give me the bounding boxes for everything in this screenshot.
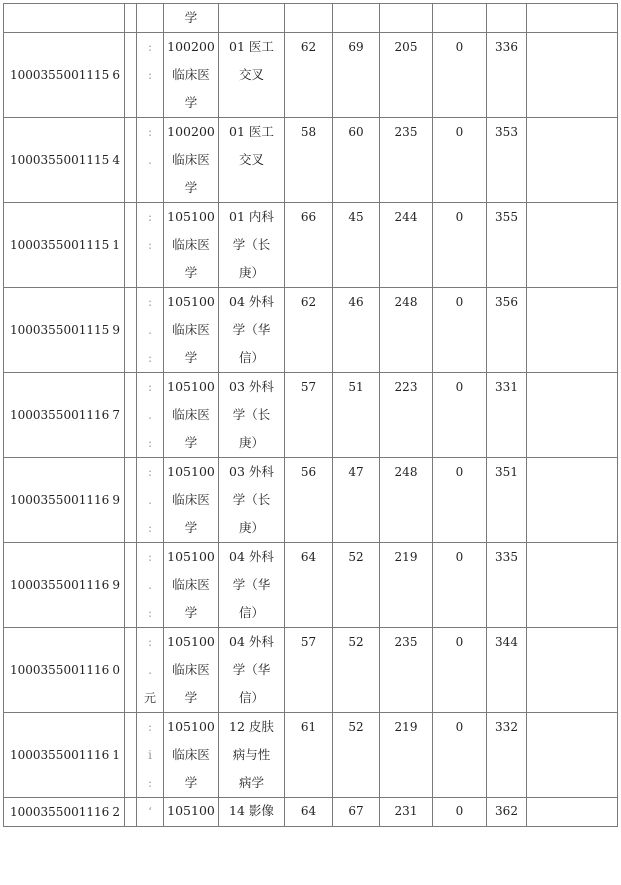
exam-id-cell: [4, 713, 125, 798]
table-row-top: [4, 4, 618, 33]
exam-id-digit: 0: [112, 663, 120, 677]
course1-score: 248: [394, 465, 418, 479]
direction-line: 庚）: [238, 265, 264, 280]
direction-line: 14 影像: [229, 803, 274, 818]
english-cell: [333, 458, 380, 543]
remark-cell: [527, 543, 618, 628]
remark-cell: [527, 33, 618, 118]
subject-cell: [164, 203, 219, 288]
exam-id: 1000355001116: [10, 748, 110, 762]
direction-line: 学（长: [232, 407, 271, 422]
exam-id: 1000355001116: [10, 663, 110, 677]
english-cell: [333, 4, 380, 33]
mark-cell: [137, 203, 164, 288]
total-cell: [487, 33, 527, 118]
exam-id-digit: 9: [112, 578, 120, 592]
subject-cell: [164, 543, 219, 628]
table-row: [4, 288, 618, 373]
course2-cell: [433, 373, 487, 458]
exam-id-digit: 1: [112, 238, 120, 252]
total-score: 353: [495, 125, 518, 139]
course1-cell: [380, 458, 433, 543]
english-cell: [333, 628, 380, 713]
mark-glyph: :: [147, 210, 153, 224]
subject-line: 105100: [167, 803, 215, 818]
mark-cell: [137, 118, 164, 203]
subject-line: 学: [184, 605, 198, 620]
subject-line: 学: [184, 435, 198, 450]
direction-line: 病学: [238, 775, 264, 790]
direction-line: 庚）: [238, 520, 264, 535]
subject-line: 临床医: [172, 322, 210, 337]
direction-cell: [219, 118, 285, 203]
direction-line: 04 外科: [229, 634, 274, 649]
remark-cell: [527, 203, 618, 288]
english-score: 47: [348, 465, 364, 479]
direction-line: 学（长: [232, 237, 271, 252]
mark-glyph: :: [147, 606, 153, 620]
course2-score: 0: [455, 550, 464, 564]
course2-score: 0: [455, 295, 464, 309]
course2-cell: [433, 628, 487, 713]
exam-id-cell: [4, 798, 125, 827]
course1-cell: [380, 33, 433, 118]
mark-cell: [137, 543, 164, 628]
mark-glyph: .: [148, 153, 152, 167]
direction-line: 交叉: [238, 152, 264, 167]
direction-line: 信）: [238, 350, 264, 365]
english-score: 67: [348, 804, 364, 818]
exam-id-cell: [4, 543, 125, 628]
mark-glyph: :: [147, 380, 153, 394]
remark-cell: [527, 713, 618, 798]
english-cell: [333, 373, 380, 458]
blank-cell: [125, 628, 137, 713]
course2-cell: [433, 798, 487, 827]
total-cell: [487, 4, 527, 33]
mark-glyph: :: [147, 351, 153, 365]
total-cell: [487, 713, 527, 798]
subject-cell: [164, 118, 219, 203]
blank-cell: [125, 458, 137, 543]
total-score: 355: [495, 210, 518, 224]
blank-cell: [125, 798, 137, 827]
politics-score: 62: [300, 40, 317, 54]
direction-line: 01 内科: [229, 209, 274, 224]
course1-cell: [380, 288, 433, 373]
direction-cell: [219, 203, 285, 288]
mark-glyph: 元: [143, 691, 156, 705]
direction-line: 03 外科: [229, 464, 274, 479]
subject-line: 学: [184, 350, 198, 365]
mark-glyph: .: [148, 663, 152, 677]
english-score: 52: [348, 720, 364, 734]
course2-cell: [433, 543, 487, 628]
direction-line: 01 医工: [229, 124, 274, 139]
total-score: 335: [495, 550, 518, 564]
direction-line: 信）: [238, 605, 264, 620]
remark-cell: [527, 288, 618, 373]
exam-id-cell: [4, 118, 125, 203]
table-body: [4, 4, 618, 827]
mark-glyph: :: [147, 521, 153, 535]
total-cell: [487, 288, 527, 373]
remark-cell: [527, 628, 618, 713]
mark-cell: [137, 628, 164, 713]
exam-id-digit: 7: [112, 408, 120, 422]
direction-line: 信）: [238, 690, 264, 705]
mark-cell: [137, 288, 164, 373]
course1-score: 219: [394, 550, 418, 564]
subject-line: 临床医: [172, 492, 210, 507]
total-cell: [487, 373, 527, 458]
mark-glyph: :: [147, 776, 153, 790]
english-cell: [333, 288, 380, 373]
course1-cell: [380, 713, 433, 798]
table-row: [4, 118, 618, 203]
subject-line: 临床医: [172, 67, 210, 82]
direction-line: 交叉: [238, 67, 264, 82]
direction-line: 病与性: [232, 747, 271, 762]
course2-score: 0: [455, 465, 464, 479]
course1-score: 231: [394, 804, 418, 818]
total-cell: [487, 203, 527, 288]
politics-score: 66: [300, 210, 317, 224]
exam-id: 1000355001115: [10, 68, 110, 82]
direction-cell: [219, 4, 285, 33]
direction-cell: [219, 628, 285, 713]
course1-cell: [380, 4, 433, 33]
politics-cell: [285, 373, 333, 458]
blank-cell: [125, 713, 137, 798]
politics-score: 61: [300, 720, 317, 734]
mark-cell: [137, 33, 164, 118]
table-row: [4, 713, 618, 798]
english-cell: [333, 118, 380, 203]
table-row: [4, 458, 618, 543]
subject-line: 105100: [167, 719, 215, 734]
mark-glyph: :: [147, 40, 153, 54]
english-score: 60: [348, 125, 364, 139]
politics-score: 58: [300, 125, 317, 139]
total-cell: [487, 798, 527, 827]
course2-cell: [433, 203, 487, 288]
course2-score: 0: [455, 635, 464, 649]
exam-id-digit: 6: [112, 68, 120, 82]
politics-cell: [285, 288, 333, 373]
remark-cell: [527, 118, 618, 203]
total-cell: [487, 543, 527, 628]
politics-cell: [285, 713, 333, 798]
direction-line: 12 皮肤: [229, 719, 274, 734]
direction-line: 04 外科: [229, 549, 274, 564]
course1-cell: [380, 798, 433, 827]
score-table: [3, 3, 618, 827]
course2-score: 0: [455, 380, 464, 394]
politics-cell: [285, 798, 333, 827]
subject-cell: [164, 628, 219, 713]
subject-line: 105100: [167, 379, 215, 394]
table-row: [4, 373, 618, 458]
course2-cell: [433, 4, 487, 33]
politics-cell: [285, 543, 333, 628]
subject-line: 105100: [167, 549, 215, 564]
course2-cell: [433, 713, 487, 798]
total-score: 336: [495, 40, 518, 54]
subject-line: 临床医: [172, 662, 210, 677]
direction-line: 学（长: [232, 492, 271, 507]
exam-id-cell: [4, 288, 125, 373]
subject-line: 学: [184, 95, 198, 110]
politics-score: 56: [300, 465, 317, 479]
table-row: [4, 543, 618, 628]
course1-score: 219: [394, 720, 418, 734]
mark-glyph: :: [147, 295, 153, 309]
english-score: 45: [348, 210, 364, 224]
exam-id-cell: [4, 33, 125, 118]
course2-score: 0: [455, 720, 464, 734]
remark-cell: [527, 373, 618, 458]
mark-cell: [137, 798, 164, 827]
total-score: 344: [495, 635, 518, 649]
direction-cell: [219, 33, 285, 118]
politics-cell: [285, 458, 333, 543]
mark-glyph: :: [147, 436, 153, 450]
subject-line: 学: [184, 520, 198, 535]
direction-cell: [219, 543, 285, 628]
course1-cell: [380, 118, 433, 203]
total-score: 332: [495, 720, 518, 734]
direction-line: 庚）: [238, 435, 264, 450]
english-score: 52: [348, 550, 364, 564]
mark-cell: [137, 458, 164, 543]
exam-id-digit: 9: [112, 493, 120, 507]
course1-score: 235: [394, 125, 418, 139]
mark-glyph: .: [148, 323, 152, 337]
politics-cell: [285, 628, 333, 713]
subject-line: 105100: [167, 294, 215, 309]
subject-cell: [164, 373, 219, 458]
mark-glyph: :: [147, 635, 153, 649]
mark-cell: [137, 4, 164, 33]
exam-id-cell: [4, 458, 125, 543]
exam-id: 1000355001116: [10, 805, 110, 819]
exam-id: 1000355001115: [10, 153, 110, 167]
direction-cell: [219, 373, 285, 458]
direction-line: 03 外科: [229, 379, 274, 394]
politics-score: 57: [300, 635, 317, 649]
exam-id-cell: [4, 373, 125, 458]
subject-line: 临床医: [172, 747, 210, 762]
mark-glyph: .: [148, 408, 152, 422]
mark-cell: [137, 373, 164, 458]
remark-cell: [527, 4, 618, 33]
direction-line: 学（华: [232, 662, 271, 677]
subject-cell: [164, 798, 219, 827]
english-score: 46: [348, 295, 364, 309]
subject-cell: [164, 33, 219, 118]
exam-id: 1000355001115: [10, 238, 110, 252]
total-cell: [487, 458, 527, 543]
subject-line: 学: [184, 10, 198, 25]
course2-score: 0: [455, 210, 464, 224]
course1-score: 244: [394, 210, 418, 224]
exam-id-digit: 1: [112, 748, 120, 762]
course1-cell: [380, 203, 433, 288]
subject-cell: [164, 288, 219, 373]
course2-score: 0: [455, 40, 464, 54]
direction-line: 学（华: [232, 322, 271, 337]
mark-cell: [137, 713, 164, 798]
total-score: 331: [495, 380, 518, 394]
subject-line: 100200: [167, 39, 215, 54]
exam-id-digit: 4: [112, 153, 120, 167]
total-score: 362: [495, 804, 518, 818]
course2-score: 0: [455, 125, 464, 139]
subject-line: 学: [184, 265, 198, 280]
subject-cell: [164, 4, 219, 33]
exam-id-digit: 9: [112, 323, 120, 337]
subject-line: 105100: [167, 209, 215, 224]
course1-cell: [380, 543, 433, 628]
english-cell: [333, 203, 380, 288]
english-cell: [333, 33, 380, 118]
course1-score: 248: [394, 295, 418, 309]
mark-glyph: :: [147, 465, 153, 479]
course1-score: 235: [394, 635, 418, 649]
subject-line: 105100: [167, 464, 215, 479]
course1-cell: [380, 373, 433, 458]
exam-id-digit: 2: [112, 805, 120, 819]
id-cell: [4, 4, 125, 33]
direction-line: 04 外科: [229, 294, 274, 309]
course1-score: 205: [394, 40, 418, 54]
english-cell: [333, 713, 380, 798]
table-row: [4, 203, 618, 288]
direction-cell: [219, 713, 285, 798]
politics-score: 64: [300, 550, 317, 564]
english-score: 69: [348, 40, 364, 54]
mark-glyph: :: [147, 550, 153, 564]
politics-score: 57: [300, 380, 317, 394]
exam-id: 1000355001116: [10, 493, 110, 507]
subject-line: 学: [184, 690, 198, 705]
direction-cell: [219, 798, 285, 827]
course2-cell: [433, 458, 487, 543]
politics-cell: [285, 203, 333, 288]
direction-cell: [219, 288, 285, 373]
subject-line: 100200: [167, 124, 215, 139]
mark-glyph: .: [148, 578, 152, 592]
subject-line: 学: [184, 775, 198, 790]
direction-cell: [219, 458, 285, 543]
subject-line: 临床医: [172, 577, 210, 592]
mark-glyph: :: [147, 720, 153, 734]
course2-cell: [433, 33, 487, 118]
blank-cell: [125, 118, 137, 203]
politics-cell: [285, 118, 333, 203]
total-score: 356: [495, 295, 518, 309]
table-row: [4, 33, 618, 118]
blank-cell: [125, 4, 137, 33]
course1-score: 223: [394, 380, 418, 394]
subject-cell: [164, 713, 219, 798]
remark-cell: [527, 458, 618, 543]
remark-cell: [527, 798, 618, 827]
mark-glyph: i: [148, 748, 152, 762]
politics-cell: [285, 4, 333, 33]
total-cell: [487, 628, 527, 713]
exam-id-cell: [4, 203, 125, 288]
total-cell: [487, 118, 527, 203]
politics-score: 64: [300, 804, 317, 818]
english-score: 51: [348, 380, 364, 394]
subject-line: 学: [184, 180, 198, 195]
subject-line: 临床医: [172, 237, 210, 252]
course1-cell: [380, 628, 433, 713]
mark-glyph: :: [147, 125, 153, 139]
course2-cell: [433, 118, 487, 203]
blank-cell: [125, 203, 137, 288]
blank-cell: [125, 288, 137, 373]
exam-id-cell: [4, 628, 125, 713]
course2-score: 0: [455, 804, 464, 818]
exam-id: 1000355001116: [10, 408, 110, 422]
subject-line: 临床医: [172, 152, 210, 167]
subject-cell: [164, 458, 219, 543]
mark-glyph: :: [147, 238, 153, 252]
exam-id: 1000355001116: [10, 578, 110, 592]
direction-line: 01 医工: [229, 39, 274, 54]
english-score: 52: [348, 635, 364, 649]
table-row: [4, 798, 618, 827]
exam-id: 1000355001115: [10, 323, 110, 337]
table-row: [4, 628, 618, 713]
course2-cell: [433, 288, 487, 373]
blank-cell: [125, 373, 137, 458]
subject-line: 临床医: [172, 407, 210, 422]
english-cell: [333, 543, 380, 628]
mark-glyph: :: [147, 68, 153, 82]
subject-line: 105100: [167, 634, 215, 649]
english-cell: [333, 798, 380, 827]
direction-line: 学（华: [232, 577, 271, 592]
mark-glyph: ‘: [148, 805, 152, 819]
blank-cell: [125, 543, 137, 628]
mark-glyph: .: [148, 493, 152, 507]
blank-cell: [125, 33, 137, 118]
politics-cell: [285, 33, 333, 118]
total-score: 351: [495, 465, 518, 479]
politics-score: 62: [300, 295, 317, 309]
